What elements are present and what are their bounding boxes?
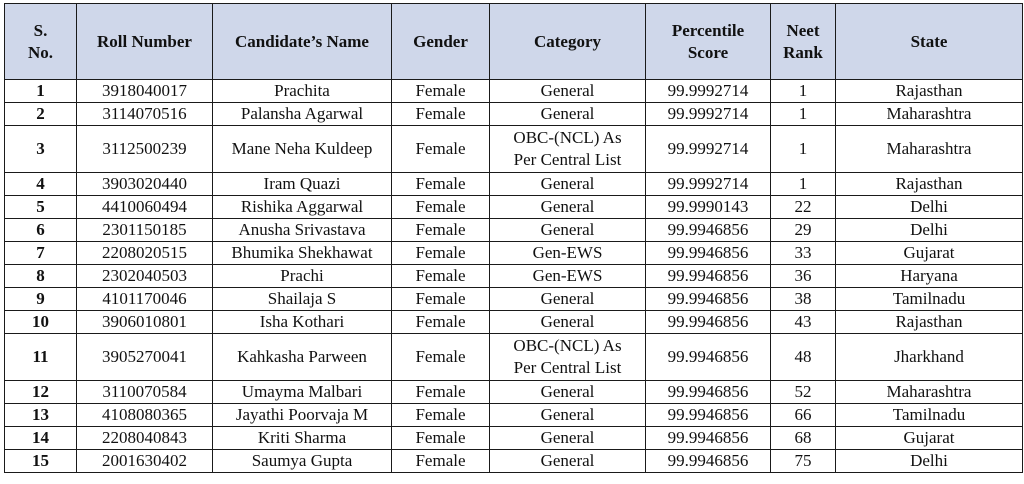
neet-rank: 68 (771, 427, 836, 450)
candidate-name: Jayathi Poorvaja M (213, 404, 392, 427)
header-percentile-score: Percentile Score (646, 4, 771, 80)
state: Haryana (836, 265, 1023, 288)
neet-rank: 1 (771, 80, 836, 103)
neet-rank: 33 (771, 242, 836, 265)
candidate-name: Kriti Sharma (213, 427, 392, 450)
table-row (5, 427, 1023, 450)
candidate-name: Prachi (213, 265, 392, 288)
roll-number: 2001630402 (77, 450, 213, 473)
gender: Female (392, 80, 490, 103)
gender: Female (392, 173, 490, 196)
roll-number: 3114070516 (77, 103, 213, 126)
candidate-name: Isha Kothari (213, 311, 392, 334)
category: OBC-(NCL) As Per Central List (490, 334, 646, 381)
roll-number: 4108080365 (77, 404, 213, 427)
serial-no: 12 (5, 381, 77, 404)
category: General (490, 311, 646, 334)
serial-no: 7 (5, 242, 77, 265)
gender: Female (392, 334, 490, 381)
table-row (5, 173, 1023, 196)
neet-rank: 66 (771, 404, 836, 427)
category: General (490, 173, 646, 196)
neet-rank: 36 (771, 265, 836, 288)
neet-rank: 1 (771, 103, 836, 126)
category: General (490, 288, 646, 311)
gender: Female (392, 196, 490, 219)
table-row (5, 334, 1023, 381)
roll-number: 2302040503 (77, 265, 213, 288)
percentile-score: 99.9992714 (646, 103, 771, 126)
category: General (490, 196, 646, 219)
state: Maharashtra (836, 381, 1023, 404)
percentile-score: 99.9946856 (646, 311, 771, 334)
gender: Female (392, 381, 490, 404)
neet-rank: 43 (771, 311, 836, 334)
state: Rajasthan (836, 173, 1023, 196)
roll-number: 2301150185 (77, 219, 213, 242)
table-row (5, 311, 1023, 334)
serial-no: 9 (5, 288, 77, 311)
neet-rank: 38 (771, 288, 836, 311)
state: Rajasthan (836, 80, 1023, 103)
neet-rank: 1 (771, 173, 836, 196)
header-neet-rank: Neet Rank (771, 4, 836, 80)
table-row (5, 126, 1023, 173)
table-row (5, 381, 1023, 404)
roll-number: 4410060494 (77, 196, 213, 219)
gender: Female (392, 288, 490, 311)
candidate-name: Mane Neha Kuldeep (213, 126, 392, 173)
percentile-score: 99.9946856 (646, 288, 771, 311)
header-category: Category (490, 4, 646, 80)
gender: Female (392, 404, 490, 427)
serial-no: 8 (5, 265, 77, 288)
table-body (5, 80, 1023, 473)
candidate-name: Prachita (213, 80, 392, 103)
category: OBC-(NCL) As Per Central List (490, 126, 646, 173)
table-row (5, 450, 1023, 473)
neet-rank: 22 (771, 196, 836, 219)
percentile-score: 99.9992714 (646, 126, 771, 173)
state: Gujarat (836, 427, 1023, 450)
category: General (490, 80, 646, 103)
percentile-score: 99.9990143 (646, 196, 771, 219)
serial-no: 13 (5, 404, 77, 427)
percentile-score: 99.9946856 (646, 242, 771, 265)
gender: Female (392, 450, 490, 473)
category: General (490, 103, 646, 126)
roll-number: 3905270041 (77, 334, 213, 381)
serial-no: 11 (5, 334, 77, 381)
gender: Female (392, 311, 490, 334)
percentile-score: 99.9946856 (646, 427, 771, 450)
table-row (5, 103, 1023, 126)
table-row (5, 196, 1023, 219)
serial-no: 10 (5, 311, 77, 334)
serial-no: 14 (5, 427, 77, 450)
category: General (490, 450, 646, 473)
serial-no: 6 (5, 219, 77, 242)
roll-number: 3112500239 (77, 126, 213, 173)
candidate-name: Umayma Malbari (213, 381, 392, 404)
table-row (5, 288, 1023, 311)
percentile-score: 99.9992714 (646, 80, 771, 103)
gender: Female (392, 219, 490, 242)
gender: Female (392, 126, 490, 173)
state: Tamilnadu (836, 288, 1023, 311)
roll-number: 2208040843 (77, 427, 213, 450)
roll-number: 3903020440 (77, 173, 213, 196)
header-roll-number: Roll Number (77, 4, 213, 80)
candidate-name: Rishika Aggarwal (213, 196, 392, 219)
header-state: State (836, 4, 1023, 80)
category: General (490, 219, 646, 242)
category: General (490, 427, 646, 450)
gender: Female (392, 242, 490, 265)
header-serial-no: S. No. (5, 4, 77, 80)
gender: Female (392, 265, 490, 288)
table-row (5, 80, 1023, 103)
percentile-score: 99.9946856 (646, 381, 771, 404)
serial-no: 3 (5, 126, 77, 173)
percentile-score: 99.9946856 (646, 334, 771, 381)
candidate-name: Shailaja S (213, 288, 392, 311)
table-row (5, 404, 1023, 427)
header-row (5, 4, 1023, 80)
table-row (5, 219, 1023, 242)
percentile-score: 99.9946856 (646, 404, 771, 427)
neet-rank: 48 (771, 334, 836, 381)
state: Delhi (836, 196, 1023, 219)
roll-number: 3906010801 (77, 311, 213, 334)
state: Tamilnadu (836, 404, 1023, 427)
header-candidate-name: Candidate’s Name (213, 4, 392, 80)
category: General (490, 404, 646, 427)
category: Gen-EWS (490, 242, 646, 265)
category: General (490, 381, 646, 404)
state: Delhi (836, 450, 1023, 473)
percentile-score: 99.9946856 (646, 450, 771, 473)
candidate-name: Kahkasha Parween (213, 334, 392, 381)
state: Maharashtra (836, 103, 1023, 126)
serial-no: 5 (5, 196, 77, 219)
state: Jharkhand (836, 334, 1023, 381)
category: Gen-EWS (490, 265, 646, 288)
roll-number: 4101170046 (77, 288, 213, 311)
neet-rank: 75 (771, 450, 836, 473)
percentile-score: 99.9992714 (646, 173, 771, 196)
neet-rank: 1 (771, 126, 836, 173)
roll-number: 3918040017 (77, 80, 213, 103)
candidate-name: Palansha Agarwal (213, 103, 392, 126)
table-row (5, 265, 1023, 288)
candidate-name: Saumya Gupta (213, 450, 392, 473)
roll-number: 2208020515 (77, 242, 213, 265)
serial-no: 4 (5, 173, 77, 196)
neet-rank: 29 (771, 219, 836, 242)
results-table (4, 3, 1023, 473)
candidate-name: Iram Quazi (213, 173, 392, 196)
gender: Female (392, 103, 490, 126)
state: Gujarat (836, 242, 1023, 265)
state: Maharashtra (836, 126, 1023, 173)
percentile-score: 99.9946856 (646, 219, 771, 242)
serial-no: 2 (5, 103, 77, 126)
table-row (5, 242, 1023, 265)
candidate-name: Anusha Srivastava (213, 219, 392, 242)
gender: Female (392, 427, 490, 450)
header-gender: Gender (392, 4, 490, 80)
neet-rank: 52 (771, 381, 836, 404)
serial-no: 1 (5, 80, 77, 103)
state: Delhi (836, 219, 1023, 242)
state: Rajasthan (836, 311, 1023, 334)
percentile-score: 99.9946856 (646, 265, 771, 288)
serial-no: 15 (5, 450, 77, 473)
candidate-name: Bhumika Shekhawat (213, 242, 392, 265)
roll-number: 3110070584 (77, 381, 213, 404)
